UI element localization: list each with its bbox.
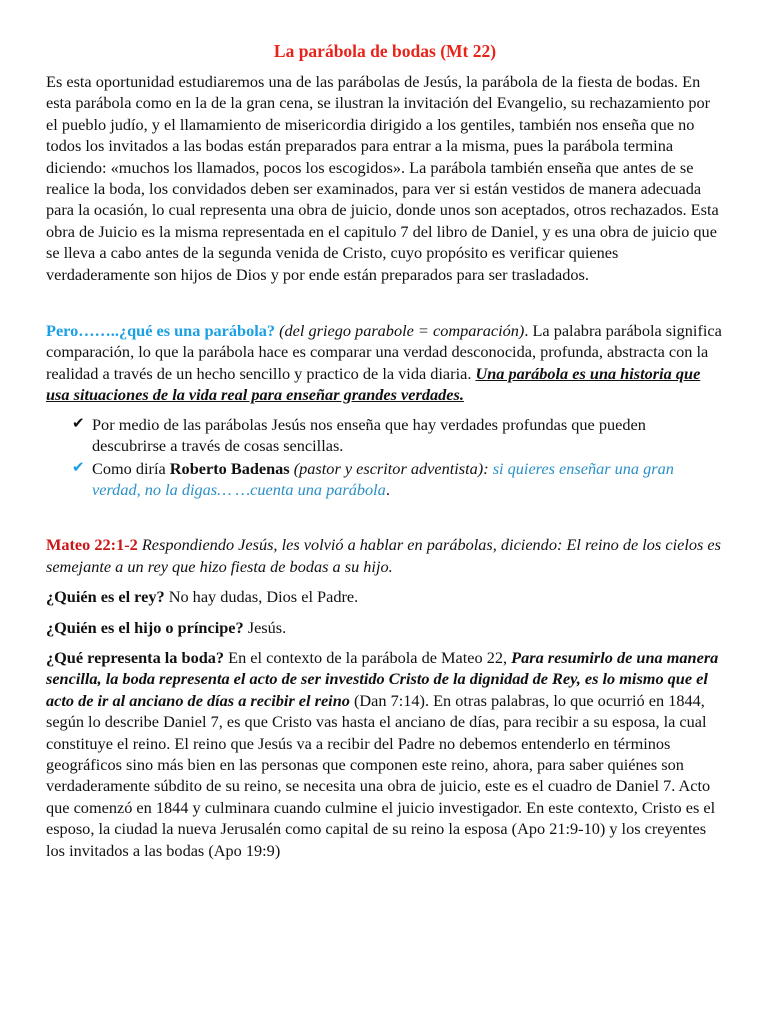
definition-text: . La palabra parábola significa comparación, lo que la parábola hace es comparar una verdad desconocida, profunda, abstracta con la realidad a través de un hecho sencillo y practico de la vida diaria. <box>46 321 722 383</box>
answer-son: Jesús. <box>247 617 287 637</box>
scripture-reference: Mateo 22:1-2 <box>46 535 138 555</box>
list-item <box>72 458 724 501</box>
answer-king: No hay dudas, Dios el Padre. <box>168 587 359 607</box>
page-title: La parábola de bodas (Mt 22) <box>273 41 497 61</box>
question-son: ¿Quién es el hijo o príncipe? <box>46 617 244 637</box>
list-item <box>72 414 724 457</box>
bullet-end: . <box>385 479 390 499</box>
qa-son <box>46 617 724 638</box>
bullet-list <box>46 414 724 501</box>
scripture-paragraph <box>46 534 724 577</box>
intro-paragraph: Es esta oportunidad estudiaremos una de las parábolas de Jesús, la parábola de la fiesta de bodas. En esta parábola como en la de la gran cena, se ilustran la invitación del Evangelio, su rechazamiento por el pueblo judío, y el llamamiento de misericordia dirigido a los gentiles, también nos enseña que no todos los invitados a las bodas están preparados para entrar a la misma, pues la parábola termina diciendo: «muchos los llamados, pocos los escogidos». La parábola también enseña que antes de se realice la boda, los convidados deben ser examinados, para ver si están vestidos de manera adecuada para la ocasión, lo cual representa una obra de juicio, donde unos son aceptados, otros rechazados. Esta obra de Juicio es la misma representada en el capitulo 7 del libro de Daniel, y es una obra de juicio que se lleva a cabo antes de la segunda venida de Cristo, cuyo propósito es verificar quienes verdaderamente son hijos de Dios y por ende están preparados para ser trasladados. <box>46 72 719 284</box>
question-wedding: ¿Qué representa la boda? <box>46 647 225 667</box>
definition-question: Pero……..¿qué es una parábola? <box>46 321 276 341</box>
definition-gloss: (del griego parabole = comparación) <box>279 321 525 341</box>
definition-emphasis: Una parábola es una historia que usa situaciones de la vida real para enseñar grandes verdades. <box>46 363 701 405</box>
definition-paragraph <box>46 320 724 406</box>
answer-wedding-emphasis: Para resumirlo de una manera sencilla, la boda representa el acto de ser investido Cristo de la dignidad de Rey, es lo mismo que el acto de ir al anciano de días a recibir el reino <box>46 647 719 710</box>
qa-wedding <box>46 647 724 861</box>
author-name: Roberto Badenas <box>169 458 290 478</box>
bullet-text: Por medio de las parábolas Jesús nos enseña que hay verdades profundas que pueden descubrirse a través de cosas sencillas. <box>92 414 646 456</box>
bullet-lead: Como diría <box>92 458 166 478</box>
check-icon: ✔ <box>72 415 85 432</box>
answer-wedding-rest: (Dan 7:14). En otras palabras, lo que ocurrió en 1844, según lo describe Daniel 7, es que Cristo vas hasta el anciano de días, para recibir a su esposa, la cual constituye el reino. El reino que Jesús va a recibir del Padre no debemos entenderlo en términos geográficos sino más bien en las personas que componen este reino, ahora, para saber quiénes son verdaderamente súbdito de su reino, se necesita una obra de juicio, este es el cuadro de Daniel 7. Acto que comenzó en 1844 y culminara cuando culmine el juicio investigador. En este contexto, Cristo es el esposo, la ciudad la nueva Jerusalén como capital de su reino la esposa (Apo 21:9-10) y los creyentes los invitados a las bodas (Apo 19:9) <box>46 690 716 860</box>
check-icon: ✔ <box>72 459 85 476</box>
answer-wedding-lead: En el contexto de la parábola de Mateo 22, <box>228 647 508 667</box>
qa-king <box>46 586 724 607</box>
author-role: (pastor y escritor adventista): <box>293 458 489 478</box>
question-king: ¿Quién es el rey? <box>46 587 165 607</box>
author-quote: si quieres enseñar una gran verdad, no la digas… …cuenta una parábola <box>92 458 674 499</box>
scripture-text: Respondiendo Jesús, les volvió a hablar en parábolas, diciendo: El reino de los cielos es semejante a un rey que hizo fiesta de bodas a su hijo. <box>46 535 721 576</box>
